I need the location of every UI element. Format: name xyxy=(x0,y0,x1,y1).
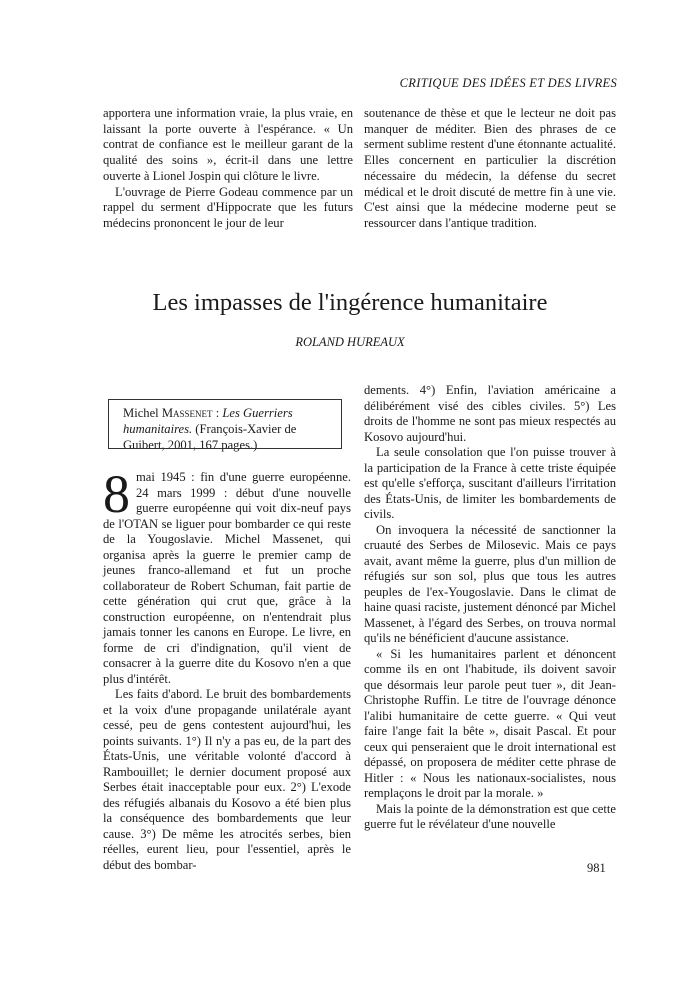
book-author-last: Massenet xyxy=(161,406,213,420)
paragraph: apportera une information vraie, la plus vraie, en laissant la porte ouverte à l'espérance. « Un contrat de confiance est le meilleur garant de la qualité des soins », écrit-il dans une lettre ouverte à Lionel Jospin qui clôture le livre. xyxy=(103,106,353,183)
top-left-column xyxy=(103,106,353,232)
page-number: 981 xyxy=(587,861,606,875)
paragraph: Les faits d'abord. Le bruit des bombardements et la voix d'une propagande unilatérale ayant cessé, peu de gens contestent aujourd'hui, les points suivants. 1°) Il n'y a pas eu, de la part des États-Unis, une véritable volonté d'accord à Rambouillet; le dernier document proposé aux Serbes était inacceptable pour eux. 2°) L'exode des réfugiés albanais du Kosovo a été bien plus la conséquence des bombardements que leur cause. 3°) De même les atrocités serbes, bien réelles, eurent lieu, pour l'essentiel, après le début des bombar- xyxy=(103,687,351,872)
body-right-column xyxy=(364,383,616,833)
box-bottom-rule xyxy=(108,448,342,449)
paragraph: dements. 4°) Enfin, l'aviation américaine a délibérément visé des cibles civiles. 5°) Les droits de l'homme ne sont pas mieux respectés au Kosovo aujourd'hui. xyxy=(364,383,616,444)
article-title: Les impasses de l'ingérence humanitaire xyxy=(152,289,548,316)
book-reference xyxy=(123,406,341,453)
book-publisher: (François-Xavier de Guibert, 2001, 167 pages.) xyxy=(123,421,297,452)
paragraph: On invoquera la nécessité de sanctionner la cruauté des Serbes de Milosevic. Mais ce pays avait, avant même la guerre, plus d'un million de réfugiés sur son sol, plus que tous les autres peuples de l'ex-Yougoslavie. Dans le climat de haine quasi raciste, justement dénoncé par Michel Massenet, à l'égard des Serbes, on trouva normal qu'ils ne bénéficient d'aucune assistance. xyxy=(364,522,616,645)
running-header: CRITIQUE DES IDÉES ET DES LIVRES xyxy=(399,76,617,90)
top-right-column xyxy=(364,106,616,232)
paragraph: « Si les humanitaires parlent et dénoncent comme ils en ont l'habitude, ils doivent savoir que désormais leur parole peut tuer », dit Jean-Christophe Ruffin. Le titre de l'ouvrage dénonce l'alibi humanitaire de cette guerre. « Qui veut faire l'ange fait la bête », disait Pascal. Et pour ceux qui penseraient que le droit international est dépassé, on proposera de méditer cette phrase de Hitler : « Nous les nationaux-socialistes, nous remplaçons le droit par la morale. » xyxy=(364,646,616,800)
paragraph: La seule consolation que l'on puisse trouver à la participation de la France à cette triste équipée est qu'elle s'efforça, suscitant d'ailleurs l'irritation des États-Unis, de limiter les bombardements de civils. xyxy=(364,445,616,521)
paragraph: soutenance de thèse et que le lecteur ne doit pas manquer de méditer. Bien des phrases de ce serment sublime restent d'une étonnante actualité. Elles concernent en particulier la discrétion nécessaire du médecin, la défense du secret médical et le droit discuté de mettre fin à une vie. C'est ainsi que la médecine moderne peut se ressourcer dans l'antique tradition. xyxy=(364,106,616,230)
paragraph: Mais la pointe de la démonstration est que cette guerre fut le révélateur d'une nouvelle xyxy=(364,801,616,831)
book-title: Les Guerriers humanitaires. xyxy=(123,406,293,436)
lead-text: mai 1945 : fin d'une guerre européenne. 24 mars 1999 : début d'une nouvelle guerre européenne qui voit dix-neuf pays de l'OTAN se liguer pour bombarder ce qui reste de la Yougoslavie. Michel Massenet, qui organisa après la guerre le premier camp de jeunes franco-allemand et fut un proche collaborateur de Robert Schuman, fait partie de cette génération qui crut que, grâce à la construction européenne, on n'entendrait plus jamais tonner les canons en Europe. Le livre, en forme de cri d'indignation, qu'il vient de consacrer à la guerre dite du Kosovo n'en a que plus d'intérêt. xyxy=(103,470,351,686)
book-sep: : xyxy=(212,406,223,420)
paragraph: L'ouvrage de Pierre Godeau commence par un rappel du serment d'Hippocrate que les futurs médecins prononcent le jour de leur xyxy=(103,184,353,230)
book-reference-box xyxy=(108,399,342,452)
article-author: ROLAND HUREAUX xyxy=(295,335,405,349)
drop-cap: 8 xyxy=(103,464,130,524)
body-left-column xyxy=(103,464,351,873)
lead-paragraph xyxy=(103,464,351,687)
book-author-first: Michel xyxy=(123,406,159,420)
